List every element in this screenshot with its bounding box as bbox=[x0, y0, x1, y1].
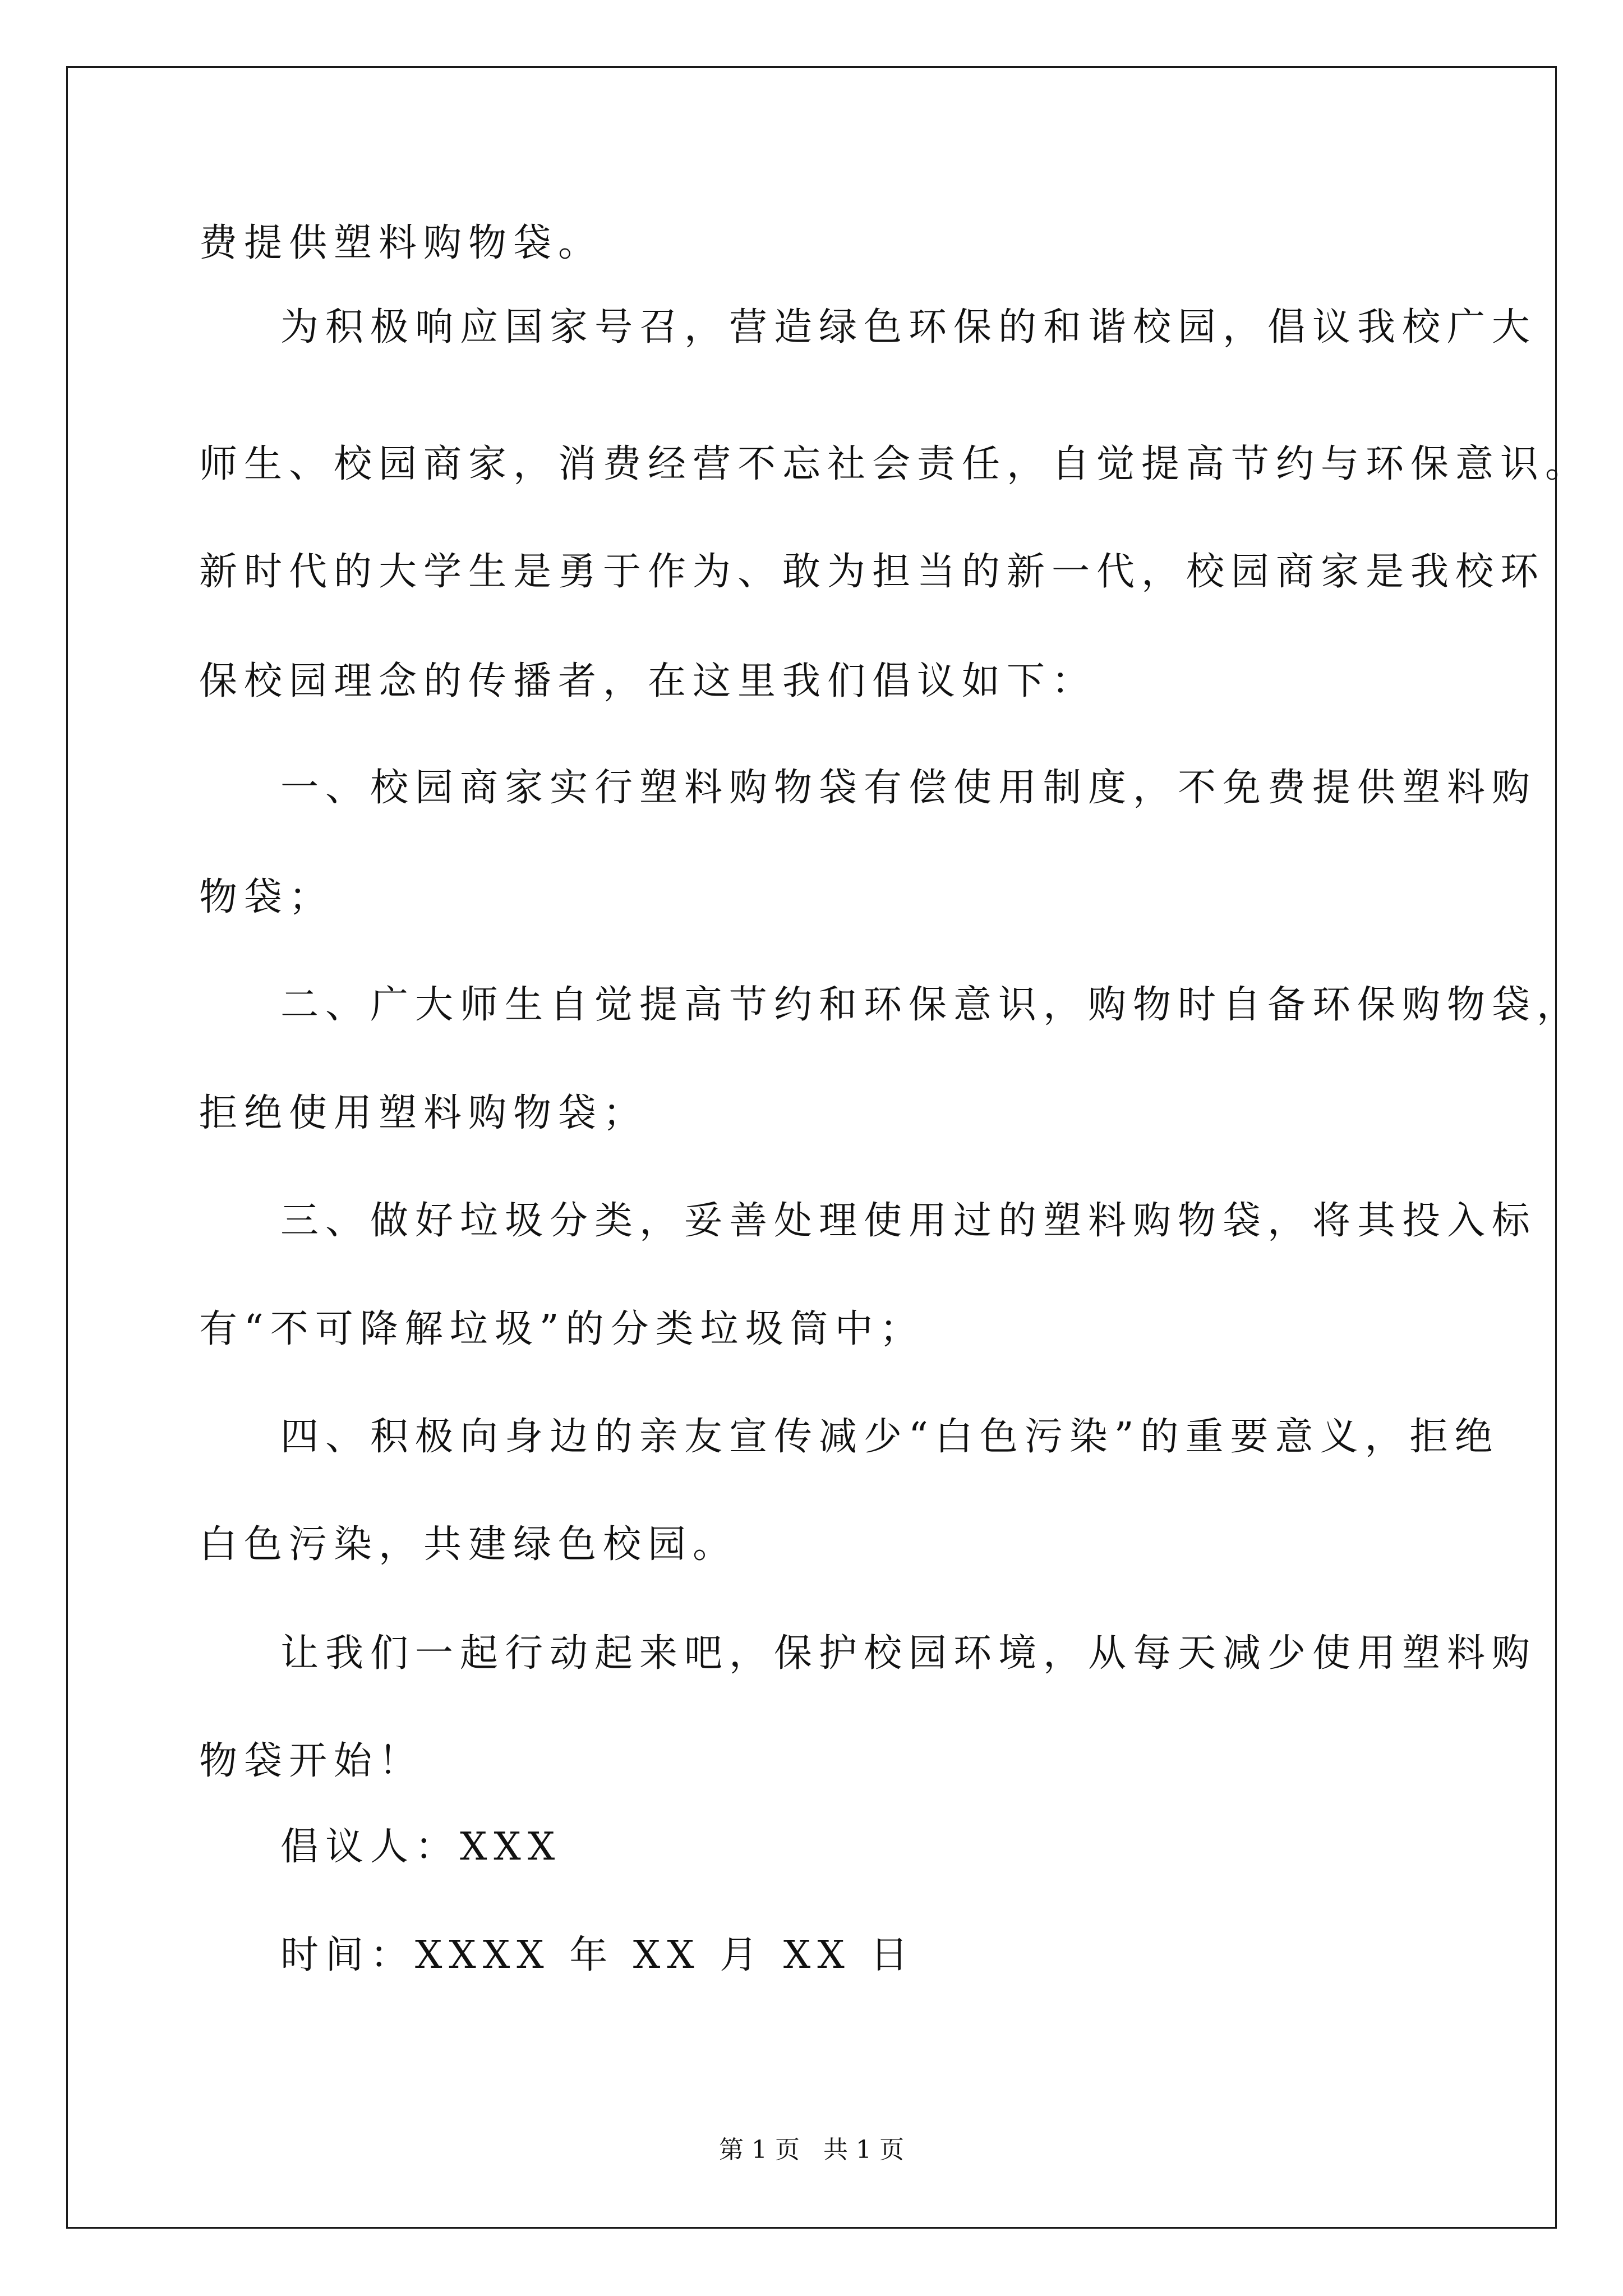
body-line-1: 费提供塑料购物袋。 bbox=[199, 221, 603, 265]
body-line-11: 有“不可降解垃圾”的分类垃圾筒中； bbox=[199, 1307, 925, 1351]
body-line-14: 让我们一起行动起来吧，保护校园环境，从每天减少使用塑料购 bbox=[280, 1631, 1537, 1676]
body-line-5: 保校园理念的传播者，在这里我们倡议如下： bbox=[199, 659, 1097, 703]
body-line-15: 物袋开始！ bbox=[199, 1739, 424, 1783]
body-line-12: 四、积极向身边的亲友宣传减少“白色污染”的重要意义，拒绝 bbox=[280, 1415, 1500, 1459]
body-line-3: 师生、校园商家，消费经营不忘社会责任，自觉提高节约与环保意识。 bbox=[199, 442, 1590, 486]
body-line-13: 白色污染，共建绿色校园。 bbox=[199, 1522, 738, 1567]
body-line-8: 二、广大师生自觉提高节约和环保意识，购物时自备环保购物袋， bbox=[280, 983, 1582, 1027]
signature-proposer: 倡议人：XXX bbox=[280, 1825, 562, 1869]
page-border bbox=[66, 66, 1557, 2229]
signature-date: 时间：XXXX 年 XX 月 XX 日 bbox=[280, 1933, 915, 1977]
body-line-4: 新时代的大学生是勇于作为、敢为担当的新一代，校园商家是我校环 bbox=[199, 550, 1546, 594]
body-line-6: 一、校园商家实行塑料购物袋有偿使用制度，不免费提供塑料购 bbox=[280, 766, 1537, 810]
page-number-footer: 第 1 页 共 1 页 bbox=[719, 2136, 904, 2164]
body-line-10: 三、做好垃圾分类，妥善处理使用过的塑料购物袋，将其投入标 bbox=[280, 1199, 1537, 1243]
body-line-9: 拒绝使用塑料购物袋； bbox=[199, 1091, 648, 1135]
body-line-7: 物袋； bbox=[199, 875, 334, 919]
body-line-2: 为积极响应国家号召，营造绿色环保的和谐校园，倡议我校广大 bbox=[280, 305, 1537, 349]
